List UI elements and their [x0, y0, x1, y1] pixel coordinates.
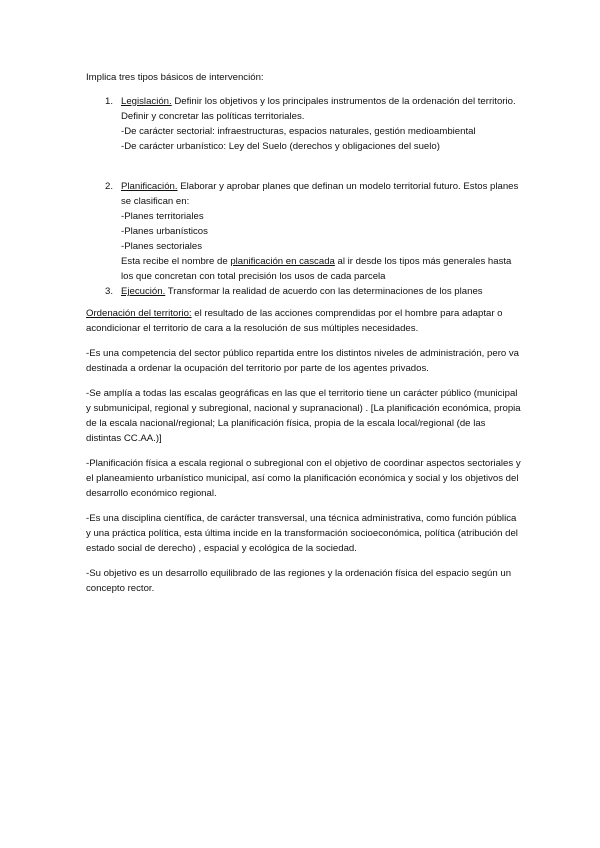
- item-text: Transformar la realidad de acuerdo con las determinaciones de los planes: [165, 286, 483, 297]
- body-paragraph: -Se amplía a todas las escalas geográficas en las que el territorio tiene un carácter público (municipal y submunicipal, regional y subregional, nacional y supranacional) . [La planificación económica, propia de la escala nacional/regional; La planificación física, propia de la escala local/regional (de las distintas CC.AA.)]: [86, 388, 521, 444]
- list-item: [86, 284, 522, 299]
- cascade-pre: Esta recibe el nombre de: [121, 256, 231, 267]
- item-subline: -Planes territoriales: [121, 211, 204, 222]
- body-paragraph: -Es una competencia del sector público repartida entre los distintos niveles de administración, pero va destinada a ordenar la ocupación del territorio por parte de los agentes privados.: [86, 348, 520, 374]
- cascade-term: planificación en cascada: [230, 256, 335, 267]
- definition-term: Ordenación del territorio:: [86, 308, 192, 319]
- item-number: 2.: [105, 181, 114, 192]
- list-spacer: [86, 154, 522, 169]
- item-text: Elaborar y aprobar planes que definan un modelo territorial futuro. Estos planes se clasifican en:: [121, 181, 519, 207]
- item-subline: -De carácter sectorial: infraestructuras, espacios naturales, gestión medioambiental: [121, 126, 476, 137]
- item-number: 1.: [105, 96, 114, 107]
- body-paragraph: -Es una disciplina científica, de carácter transversal, una técnica administrativa, como función pública y una práctica política, esta última incide en la transformación socioeconómica, política (atribución del estado social de derecho) , espacial y ecológica de la sociedad.: [86, 513, 518, 554]
- item-title: Legislación.: [121, 96, 172, 107]
- intervention-list: [86, 94, 522, 299]
- document-page: [86, 70, 522, 596]
- item-subline: -De carácter urbanístico: Ley del Suelo (derechos y obligaciones del suelo): [121, 141, 440, 152]
- item-number: 3.: [105, 286, 114, 297]
- cascade-post: al ir desde los tipos más generales hasta los que concretan con total precisión los usos de cada parcela: [121, 256, 512, 282]
- body-paragraph: -Su objetivo es un desarrollo equilibrado de las regiones y la ordenación física del espacio según un concepto rector.: [86, 568, 512, 594]
- list-item: [86, 179, 522, 284]
- intro-line: Implica tres tipos básicos de intervención:: [86, 72, 264, 83]
- definition-text: el resultado de las acciones comprendidas por el hombre para adaptar o acondicionar el territorio de cara a la resolución de sus múltiples necesidades.: [86, 308, 503, 334]
- item-subline: -Planes sectoriales: [121, 241, 203, 252]
- definition-paragraph: [86, 306, 522, 336]
- cascade-sentence: [121, 254, 522, 284]
- item-subline: -Planes urbanísticos: [121, 226, 208, 237]
- item-text: Definir los objetivos y los principales instrumentos de la ordenación del territorio. Definir y concretar las políticas territoriales.: [121, 96, 516, 122]
- list-item: [86, 94, 522, 154]
- item-title: Planificación.: [121, 181, 178, 192]
- item-title: Ejecución.: [121, 286, 166, 297]
- body-paragraph: -Planificación física a escala regional o subregional con el objetivo de coordinar aspectos sectoriales y el planeamiento urbanístico municipal, así como la planificación económica y social y los objetivos del desarrollo económico regional.: [86, 458, 521, 499]
